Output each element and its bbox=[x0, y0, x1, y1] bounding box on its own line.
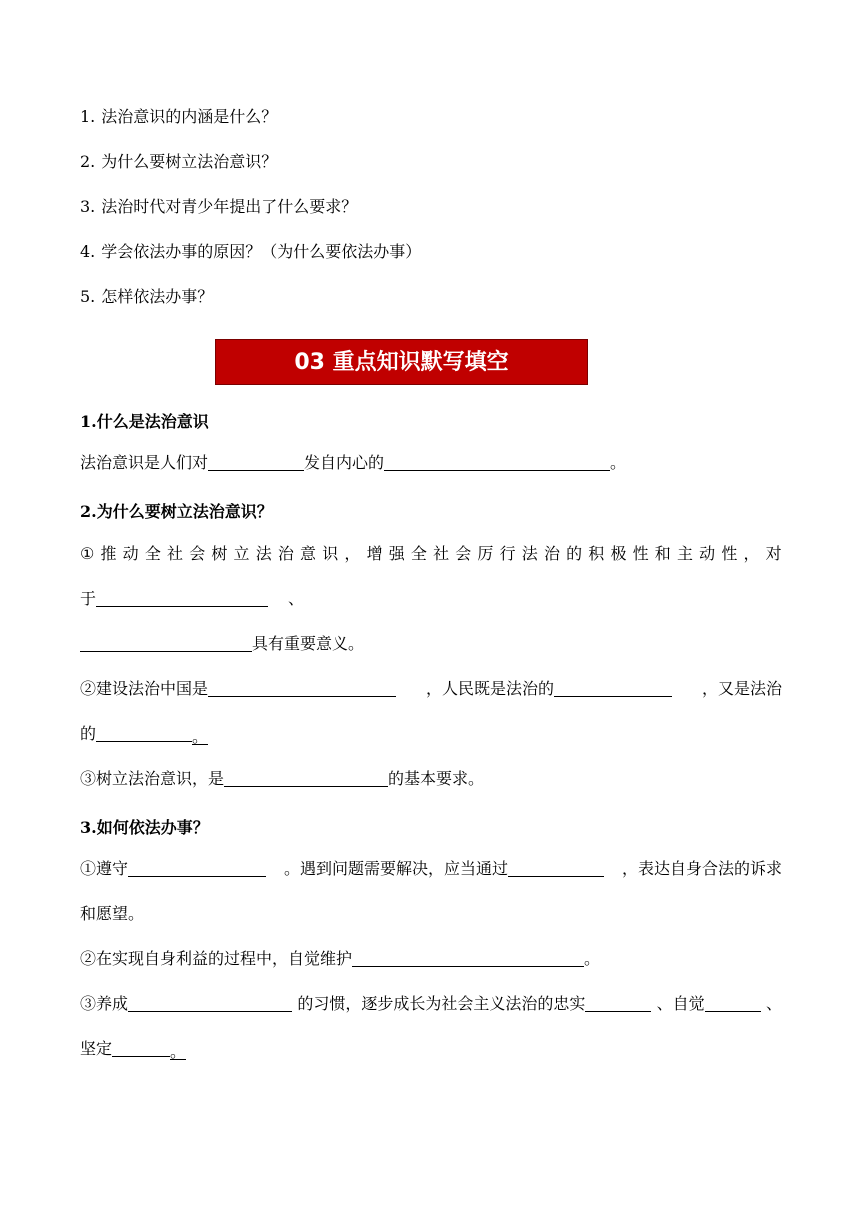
question-3 bbox=[80, 194, 357, 217]
fill-line-s2-p1-3 bbox=[80, 633, 782, 655]
char: 立 bbox=[233, 544, 250, 563]
text-segment: 和愿望。 bbox=[80, 904, 145, 923]
char: 意 bbox=[300, 544, 317, 563]
answer-blank[interactable] bbox=[352, 948, 584, 967]
question-2 bbox=[80, 149, 277, 172]
question-number: 3. bbox=[80, 197, 96, 216]
question-number: 4. bbox=[80, 242, 96, 261]
fill-line-s1-1 bbox=[80, 452, 782, 474]
fill-line-s3-p1-2 bbox=[80, 903, 782, 925]
text-group bbox=[297, 993, 651, 1015]
question-5 bbox=[80, 284, 213, 307]
answer-blank[interactable] bbox=[96, 723, 192, 742]
section-banner: 03 重点知识默写填空 bbox=[215, 339, 588, 385]
char: 动 bbox=[122, 544, 139, 563]
text-segment: 的基本要求。 bbox=[388, 769, 485, 788]
char: 识 bbox=[322, 544, 339, 563]
question-text: 学会依法办事的原因？（为什么要依法办事） bbox=[101, 242, 422, 261]
char: 性 bbox=[632, 544, 649, 563]
char: 和 bbox=[654, 544, 671, 563]
answer-blank[interactable] bbox=[128, 993, 292, 1012]
char: 对 bbox=[765, 544, 782, 563]
char: 极 bbox=[610, 544, 627, 563]
char: 树 bbox=[211, 544, 228, 563]
question-text: 怎样依法办事？ bbox=[101, 287, 214, 306]
answer-blank-tail bbox=[170, 1041, 186, 1060]
fill-line-s3-p3 bbox=[80, 993, 782, 1015]
question-number: 2. bbox=[80, 152, 96, 171]
char: ， bbox=[344, 544, 361, 563]
section-heading-1: 1.什么是法治意识 bbox=[80, 412, 209, 431]
text-segment: 。 bbox=[610, 453, 627, 472]
fill-line-s2-p1-2 bbox=[80, 588, 782, 610]
text-segment: 坚定 bbox=[80, 1039, 113, 1058]
question-text: 为什么要树立法治意识？ bbox=[101, 152, 278, 171]
answer-blank[interactable] bbox=[384, 452, 610, 471]
text-segment: ③树立法治意识，是 bbox=[80, 769, 225, 788]
text-group bbox=[657, 993, 761, 1015]
question-number: 1. bbox=[80, 107, 96, 126]
text-segment: ，表达自身合法的诉求 bbox=[621, 859, 782, 878]
text-segment: 、自觉 bbox=[656, 994, 705, 1013]
char: 推 bbox=[100, 544, 117, 563]
text-segment: 于 bbox=[80, 589, 97, 608]
char: 会 bbox=[189, 544, 206, 563]
answer-blank[interactable] bbox=[705, 993, 761, 1012]
text-segment: ，人民既是法治的 bbox=[425, 679, 554, 698]
char: 性 bbox=[721, 544, 738, 563]
char: 社 bbox=[167, 544, 184, 563]
fill-line-s2-p2-2 bbox=[80, 723, 782, 745]
char: 增 bbox=[366, 544, 383, 563]
answer-blank[interactable] bbox=[585, 993, 651, 1012]
question-text: 法治意识的内涵是什么？ bbox=[101, 107, 278, 126]
char: ， bbox=[743, 544, 760, 563]
text-segment: ，又是法治 bbox=[701, 679, 782, 698]
text-group bbox=[80, 678, 396, 700]
text-segment: 。 bbox=[584, 949, 601, 968]
text-segment: 的习惯，逐步成长为社会主义法治的忠实 bbox=[297, 994, 586, 1013]
text-segment: 。 bbox=[170, 1042, 187, 1061]
text-segment: 的 bbox=[80, 724, 97, 743]
text-segment: 、 bbox=[765, 994, 782, 1013]
text-group bbox=[80, 858, 266, 880]
char: 积 bbox=[588, 544, 605, 563]
char: 全 bbox=[144, 544, 161, 563]
char: 治 bbox=[543, 544, 560, 563]
char: 主 bbox=[676, 544, 693, 563]
text-segment: 具有重要意义。 bbox=[252, 634, 365, 653]
text-segment: 。遇到问题需要解决，应当通过 bbox=[283, 859, 508, 878]
question-1 bbox=[80, 104, 277, 127]
text-group bbox=[80, 993, 292, 1015]
text-segment: 、 bbox=[288, 589, 305, 608]
question-4 bbox=[80, 239, 421, 262]
text-segment: 发自内心的 bbox=[304, 453, 385, 472]
question-text: 法治时代对青少年提出了什么要求？ bbox=[101, 197, 358, 216]
answer-blank[interactable] bbox=[554, 678, 672, 697]
question-number: 5. bbox=[80, 287, 96, 306]
char: 强 bbox=[388, 544, 405, 563]
fill-line-s3-p3-2 bbox=[80, 1038, 782, 1060]
char: ① bbox=[80, 544, 95, 563]
char: 法 bbox=[255, 544, 272, 563]
answer-blank-tail bbox=[192, 726, 208, 745]
char: 会 bbox=[455, 544, 472, 563]
answer-blank[interactable] bbox=[208, 678, 396, 697]
fill-line-s2-p1-justified bbox=[80, 543, 782, 565]
fill-line-s2-p3 bbox=[80, 768, 782, 790]
answer-blank[interactable] bbox=[96, 588, 268, 607]
answer-blank[interactable] bbox=[508, 858, 604, 877]
text-segment: 法治意识是人们对 bbox=[80, 453, 209, 472]
fill-line-s3-p1 bbox=[80, 858, 782, 880]
char: 社 bbox=[433, 544, 450, 563]
fill-line-s3-p2 bbox=[80, 948, 782, 970]
char: 治 bbox=[277, 544, 294, 563]
answer-blank[interactable] bbox=[112, 1038, 170, 1057]
text-segment: ①遵守 bbox=[80, 859, 129, 878]
text-segment: 。 bbox=[192, 727, 209, 746]
fill-line-s2-p2 bbox=[80, 678, 782, 700]
char: 法 bbox=[521, 544, 538, 563]
answer-blank[interactable] bbox=[208, 452, 304, 471]
answer-blank[interactable] bbox=[128, 858, 266, 877]
char: 动 bbox=[699, 544, 716, 563]
char: 全 bbox=[410, 544, 427, 563]
section-heading-2: 2.为什么要树立法治意识？ bbox=[80, 502, 273, 521]
text-segment: ②建设法治中国是 bbox=[80, 679, 209, 698]
char: 行 bbox=[499, 544, 516, 563]
text-group bbox=[284, 858, 604, 880]
char: 的 bbox=[566, 544, 583, 563]
char: 厉 bbox=[477, 544, 494, 563]
answer-blank[interactable] bbox=[224, 768, 388, 787]
answer-blank[interactable] bbox=[80, 633, 252, 652]
text-group bbox=[426, 678, 672, 700]
text-segment: ③养成 bbox=[80, 994, 129, 1013]
text-segment: ②在实现自身利益的过程中，自觉维护 bbox=[80, 949, 353, 968]
section-heading-3: 3.如何依法办事？ bbox=[80, 818, 209, 837]
